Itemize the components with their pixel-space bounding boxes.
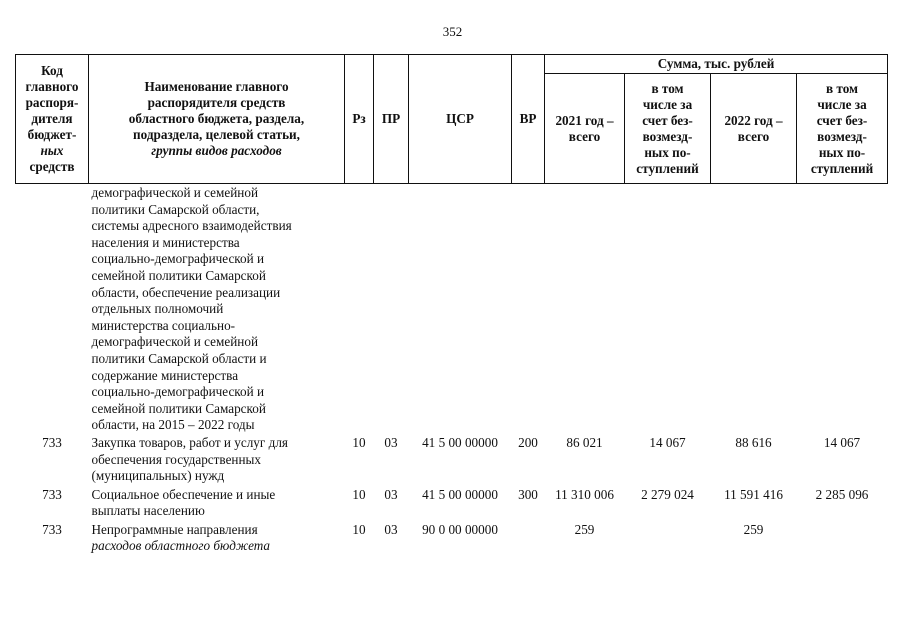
header-code: Код главного распоря- дителя бюджет- ных средств [16, 55, 89, 184]
header-2021-total: 2021 год – всего [545, 74, 625, 184]
row-csr: 41 5 00 00000 [422, 486, 498, 502]
row-csr: 41 5 00 00000 [422, 434, 498, 450]
row-vr: 200 [518, 434, 538, 450]
row-2021-total: 259 [574, 521, 595, 537]
row-2022-incl: 2 285 096 [815, 486, 869, 502]
row-pr: 03 [384, 486, 398, 502]
row-2022-total: 11 591 416 [724, 486, 783, 502]
header-name: Наименование главного распорядителя средств областного бюджета, раздела, подраздела, целевой статьи, группы видов расходов [89, 55, 345, 184]
table-row-continuation [16, 184, 888, 435]
header-csr: ЦСР [409, 55, 512, 184]
header-2021-incl: в том числе за счет без- возмезд- ных по- ступлений [625, 74, 711, 184]
row-pr: 03 [384, 434, 398, 450]
header-rz: Рз [345, 55, 374, 184]
row-2021-total: 86 021 [566, 434, 603, 450]
row-rz: 10 [352, 521, 366, 537]
row-2022-incl: 14 067 [823, 434, 861, 450]
page-number: 352 [442, 24, 463, 39]
header-pr: ПР [374, 55, 409, 184]
table-row [16, 435, 888, 487]
row-2021-total: 11 310 006 [555, 486, 614, 502]
row-name: Непрограммные направления расходов областного бюджета [91, 521, 271, 554]
row-2021-incl: 14 067 [649, 434, 686, 450]
row-name: Социальное обеспечение и иные выплаты населению [91, 486, 276, 519]
row-pr: 03 [384, 521, 398, 537]
row-rz: 10 [352, 434, 366, 450]
table-row [16, 487, 888, 522]
budget-table [15, 54, 888, 557]
continuation-text: демографической и семейной политики Самарской области, системы адресного взаимодействия населения и министерства социально-демографической и семейной политики Самарской области, обеспечение реализации отдельных полномочий министерства социально- демографической и семейной политики Самарской области и содержание министерства социально-демографической и семейной политики Самарской области, на 2015 – 2022 годы [91, 185, 292, 433]
row-2021-incl [625, 522, 711, 557]
row-vr [512, 522, 545, 557]
row-2022-incl [797, 522, 888, 557]
table-header [16, 55, 888, 184]
row-csr: 90 0 00 00000 [422, 521, 498, 537]
table-row [16, 522, 888, 557]
row-2022-total: 259 [743, 521, 764, 537]
row-code: 733 [42, 521, 62, 537]
header-sum: Сумма, тыс. рублей [545, 55, 888, 74]
row-code: 733 [42, 486, 62, 502]
row-vr: 300 [518, 486, 538, 502]
header-2022-total: 2022 год – всего [711, 74, 797, 184]
row-rz: 10 [352, 486, 366, 502]
row-2022-total: 88 616 [735, 434, 772, 450]
header-2022-incl: в том числе за счет без- возмезд- ных по- ступлений [797, 74, 888, 184]
row-name: Закупка товаров, работ и услуг для обеспечения государственных (муниципальных) нужд [91, 434, 288, 484]
header-vr: ВР [512, 55, 545, 184]
row-code: 733 [42, 434, 62, 450]
row-2021-incl: 2 279 024 [641, 486, 694, 502]
